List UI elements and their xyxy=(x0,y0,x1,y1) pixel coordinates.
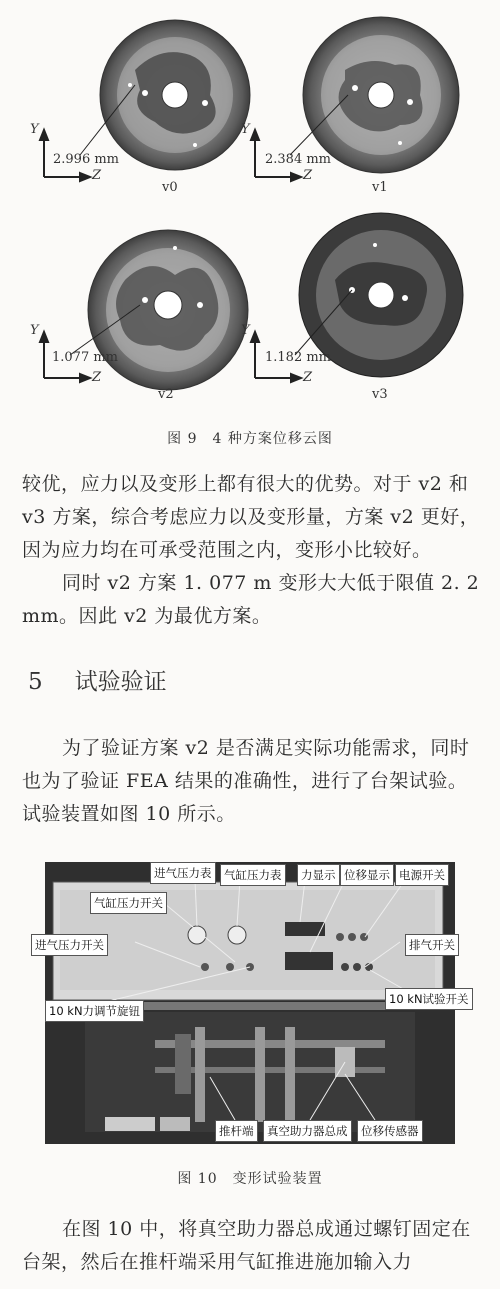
paragraph-4 xyxy=(22,1213,480,1279)
callout-power-switch: 电源开关 xyxy=(395,864,449,886)
disc-v2 xyxy=(70,230,248,390)
disc-v0 xyxy=(80,20,250,170)
axis-z-label-v0: Z xyxy=(92,168,102,183)
paragraph-4-text: 在图 10 中，将真空助力器总成通过螺钉固定在台架，然后在推杆端采用气缸推进施加输入力 xyxy=(22,1218,471,1273)
panel-label-v0: v0 xyxy=(162,180,178,195)
axis-y-label-v1: Y xyxy=(241,122,250,137)
paragraph-1: 较优，应力以及变形上都有很大的优势。对于 v2 和 v3 方案，综合考虑应力以及变形量，方案 v2 更好，因为应力均在可承受范围之内，变形小比较好。 xyxy=(22,473,480,561)
paragraph-3-text: 为了验证方案 v2 是否满足实际功能需求，同时也为了验证 FEA 结果的准确性，进行了台架试验。试验装置如图 10 所示。 xyxy=(22,737,470,825)
paragraph-3 xyxy=(22,732,480,831)
axis-y-label-v3: Y xyxy=(241,323,250,338)
figure-10-photo xyxy=(35,862,469,1144)
value-label-v0: 2.996 mm xyxy=(53,152,120,167)
axis-y-label-v2: Y xyxy=(30,323,39,338)
axis-y-label-v0: Y xyxy=(30,122,39,137)
callout-displacement-display: 位移显示 xyxy=(340,864,394,886)
section-number: 5 xyxy=(28,669,43,695)
panel-label-v1: v1 xyxy=(372,180,388,195)
callout-cylinder-pressure-switch: 气缸压力开关 xyxy=(90,892,167,914)
panel-label-v2: v2 xyxy=(158,387,174,402)
callout-force-display: 力显示 xyxy=(297,864,340,886)
disc-v1 xyxy=(290,17,459,173)
figure-9-caption: 图 9 4 种方案位移云图 xyxy=(167,431,333,447)
section-5-heading xyxy=(28,663,167,696)
value-label-v2: 1.077 mm xyxy=(52,350,119,365)
axis-z-label-v2: Z xyxy=(92,370,102,385)
callout-displacement-sensor: 位移传感器 xyxy=(357,1120,423,1142)
figure-10-caption: 图 10 变形试验装置 xyxy=(177,1171,323,1187)
callout-intake-pressure-switch: 进气压力开关 xyxy=(31,934,108,956)
axis-z-label-v3: Z xyxy=(303,370,313,385)
panel-label-v3: v3 xyxy=(372,387,388,402)
value-label-v1: 2.384 mm xyxy=(265,152,332,167)
callout-exhaust-switch: 排气开关 xyxy=(405,934,459,956)
figure-9 xyxy=(0,0,500,420)
value-label-v3: 1.182 mm xyxy=(265,350,332,365)
callout-cylinder-pressure-gauge: 气缸压力表 xyxy=(220,864,286,886)
callout-booster-assembly: 真空助力器总成 xyxy=(263,1120,352,1142)
callout-10kn-knob: 10 kN力调节旋钮 xyxy=(45,1000,144,1022)
callout-intake-pressure-gauge: 进气压力表 xyxy=(150,862,216,884)
section-title: 试验验证 xyxy=(74,669,167,695)
callout-10kn-test-switch: 10 kN试验开关 xyxy=(385,988,473,1010)
paragraph-2-text: 同时 v2 方案 1. 077 m 变形大大低于限值 2. 2 mm。因此 v2 为最优方案。 xyxy=(22,572,480,627)
callout-push-rod-end: 推杆端 xyxy=(215,1120,258,1142)
axis-z-label-v1: Z xyxy=(303,168,313,183)
paragraph-2 xyxy=(22,567,480,633)
